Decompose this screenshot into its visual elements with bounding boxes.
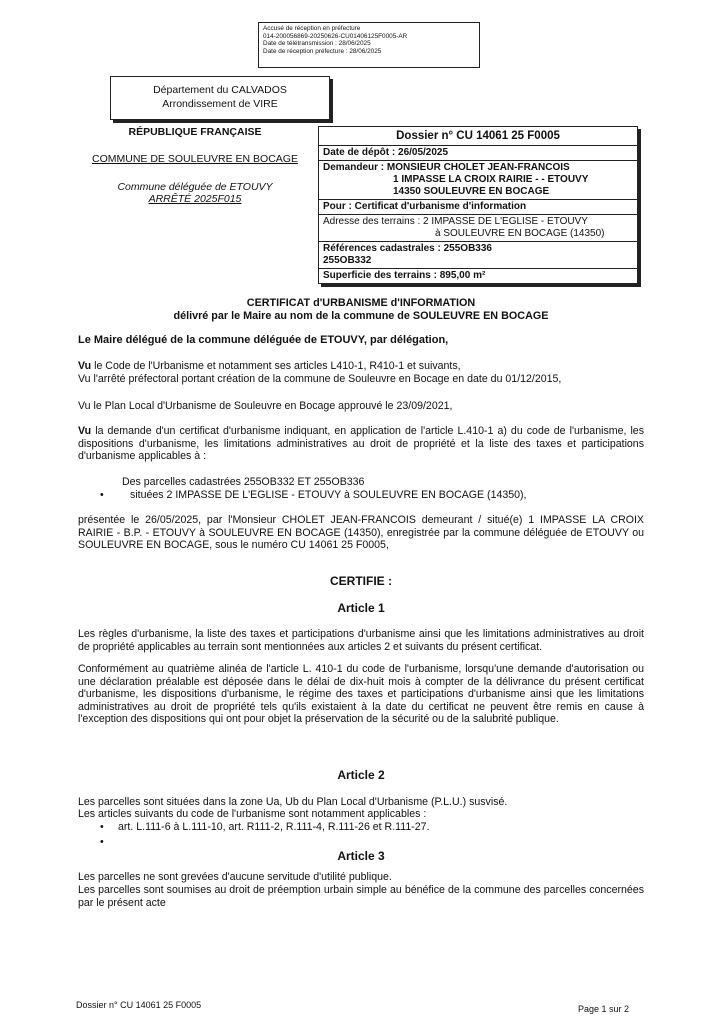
adresse-line-2: à SOULEUVRE EN BOCAGE (14350): [435, 228, 605, 239]
footer-page-number: Page 1 sur 2: [578, 1004, 630, 1014]
stamp-line: Date de télétransmission : 28/06/2025: [263, 40, 371, 48]
commune-title: COMMUNE DE SOULEUVRE EN BOCAGE: [92, 153, 298, 165]
article-2-p1: Les parcelles sont situées dans la zone Ua, Ub du Plan Local d'Urbanisme (P.L.U.) susvisé.: [78, 796, 508, 808]
republique-title: RÉPUBLIQUE FRANÇAISE: [128, 126, 262, 138]
article-2-title: Article 2: [337, 768, 385, 782]
demandeur-address-2: 14350 SOULEUVRE EN BOCAGE: [393, 186, 550, 197]
presentee-text: présentée le 26/05/2025, par l'Monsieur CHOLET JEAN-FRANCOIS demeurant / situé(e) 1 IMPASSE LA CROIX RAIRIE - B.P. - ETOUVY à SOULEUVRE EN BOCAGE (14350), enregistrée par la commune déléguée de ETOUVY ou SOULEUVRE EN BOCAGE, sous le numéro CU 14061 25 F0005,: [78, 514, 644, 552]
parcelles-line-1: Des parcelles cadastrées 255OB332 ET 255OB336: [122, 476, 365, 488]
vu-label: Vu: [78, 360, 92, 372]
article-3-p2: Les parcelles sont soumises au droit de préemption urbain simple au bénéfice de la commune des parcelles concernées par le présent acte: [78, 884, 644, 909]
maire-delegation: Le Maire délégué de la commune déléguée de ETOUVY, par délégation,: [78, 334, 449, 346]
bullet-icon: •: [100, 489, 104, 501]
date-depot: Date de dépôt : 26/05/2025: [319, 145, 637, 160]
article-1-title: Article 1: [337, 601, 385, 615]
certificat-title: CERTIFICAT d'URBANISME d'INFORMATION: [246, 297, 476, 309]
vu-arrete: Vu l'arrêté préfectoral portant création de la commune de Souleuvre en Bocage en date du 01/12/2015,: [78, 373, 562, 385]
adresse-line-1: Adresse des terrains : 2 IMPASSE DE L'EGLISE - ETOUVY: [323, 216, 588, 227]
article-1-p1: Les règles d'urbanisme, la liste des taxes et participations d'urbanisme ainsi que les limitations administratives au droit de propriété applicables au terrain sont mentionnées aux articles 2 et suivants du présent certificat.: [78, 628, 644, 653]
article-3-p1: Les parcelles ne sont grevées d'aucune servitude d'utilité publique.: [78, 871, 392, 883]
article-2-bullet-1: [100, 821, 430, 833]
references-cadastrales: [319, 241, 637, 268]
vu-code: [78, 360, 644, 373]
department-line: Département du CALVADOS: [153, 84, 287, 96]
dossier-number: Dossier n° CU 14061 25 F0005: [396, 130, 560, 142]
reception-stamp: [258, 22, 480, 68]
bullet-icon: •: [100, 836, 104, 848]
arrete-number: ARRÊTÉ 2025F015: [148, 193, 242, 205]
superficie: Superficie des terrains : 895,00 m²: [319, 268, 637, 283]
demandeur-address-1: 1 IMPASSE LA CROIX RAIRIE - - ETOUVY: [393, 174, 589, 185]
stamp-line: Date de réception préfecture : 28/06/2025: [263, 47, 382, 55]
article-2-bullet-2: [100, 836, 118, 848]
certifie-heading: CERTIFIE :: [330, 574, 392, 588]
article-2-bullet-text: art. L.111-6 à L.111-10, art. R111-2, R.111-4, R.111-26 et R.111-27.: [118, 821, 430, 833]
vu-label: Vu: [78, 425, 92, 437]
demandeur-name: Demandeur : MONSIEUR CHOLET JEAN-FRANCOIS: [323, 162, 570, 173]
dossier-box: [318, 126, 638, 284]
commune-deleguee: Commune déléguée de ETOUVY: [117, 181, 273, 193]
adresse-terrains: [319, 214, 637, 241]
certificat-subtitle: délivré par le Maire au nom de la commune de SOULEUVRE EN BOCAGE: [173, 310, 549, 322]
parcelles-situation: situées 2 IMPASSE DE L'EGLISE - ETOUVY à SOULEUVRE EN BOCAGE (14350),: [130, 489, 527, 501]
article-2-p2: Les articles suivants du code de l'urbanisme sont notamment applicables :: [78, 808, 427, 820]
stamp-line: 014-200056869-20250626-CU01406125F0005-AR: [263, 32, 408, 40]
stamp-line: Accusé de réception en préfecture: [263, 25, 361, 32]
references-line-1: Références cadastrales : 255OB336: [323, 243, 492, 254]
article-3-title: Article 3: [337, 849, 385, 863]
vu-demande-text: la demande d'un certificat d'urbanisme indiquant, en application de l'article L.410-1 a) du code de l'urbanisme, les dispositions d'urbanisme, les limitations administratives au droit de propriété et la liste des taxes et participations d'urbanisme applicables à :: [78, 425, 644, 463]
footer-dossier: Dossier n° CU 14061 25 F0005: [76, 1000, 202, 1010]
vu-plu: Vu le Plan Local d'Urbanisme de Souleuvre en Bocage approuvé le 23/09/2021,: [78, 400, 453, 412]
parcelles-line-2: [100, 489, 527, 501]
pour: Pour : Certificat d'urbanisme d'information: [319, 199, 637, 214]
vu-demande: [78, 425, 644, 463]
references-line-2: 255OB332: [323, 255, 372, 266]
vu-code-text: le Code de l'Urbanisme et notamment ses articles L410-1, R410-1 et suivants,: [91, 360, 461, 372]
department-box: [110, 76, 330, 120]
article-1-p2: Conformément au quatrième alinéa de l'article L. 410-1 du code de l'urbanisme, lorsqu'une demande d'autorisation ou une déclaration préalable est déposée dans le délai de dix-huit mois à compter de la délivrance du présent certificat d'urbanisme, les dispositions d'urbanisme, le régime des taxes et participations d'urbanisme ainsi que les limitations administratives au droit de propriété tels qu'ils existaient à la date du certificat ne peuvent être remis en cause à l'exception des dispositions qui ont pour objet la préservation de la sécurité ou de la salubrité publique.: [78, 663, 644, 726]
demandeur: [319, 160, 637, 199]
bullet-icon: •: [100, 821, 104, 833]
arrondissement-line: Arrondissement de VIRE: [162, 98, 278, 110]
